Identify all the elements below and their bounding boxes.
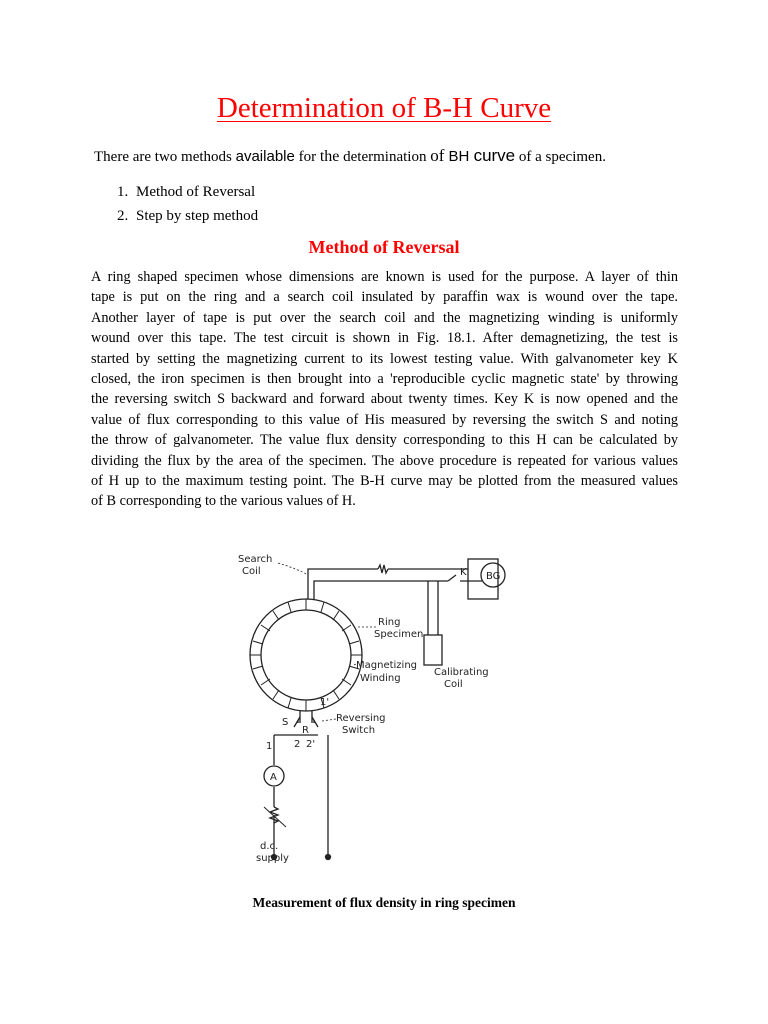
reversing-label: Switch bbox=[342, 725, 376, 736]
calibrating-coil bbox=[424, 635, 442, 665]
section-heading: Method of Reversal bbox=[308, 237, 460, 257]
supply-label: supply bbox=[256, 853, 289, 864]
terminal-label: 2 bbox=[294, 739, 301, 750]
ring-inner bbox=[261, 610, 351, 700]
body-line: Another layer of tape is put over the search coil and the magnetizing winding is uniformly bbox=[91, 309, 678, 326]
body-line: value of flux corresponding to this value of His measured by reversing the switch S and noting bbox=[91, 411, 678, 428]
resistor bbox=[378, 565, 388, 573]
terminal-label: 2' bbox=[306, 739, 316, 750]
list-item bbox=[117, 204, 258, 228]
list-number: 1. bbox=[117, 184, 129, 200]
ring-specimen-label: Specimen bbox=[374, 629, 424, 640]
circuit-diagram bbox=[228, 545, 518, 880]
list-label: Step by step method bbox=[136, 208, 259, 224]
calibrating-leads bbox=[428, 581, 438, 635]
body-line: of B corresponding to the various values of H. bbox=[91, 493, 356, 510]
body-line: dividing the flux by the area of the specimen. The above procedure is repeated for various values bbox=[91, 452, 678, 469]
calibrating-label: Calibrating bbox=[434, 667, 489, 678]
list-number: 2. bbox=[117, 208, 129, 224]
ring-outer bbox=[250, 599, 362, 711]
intro-text-3: for bbox=[294, 149, 320, 165]
body-line: A ring shaped specimen whose dimensions are known is used for the purpose. A layer of thin bbox=[91, 269, 678, 285]
switch-leader bbox=[322, 719, 336, 721]
intro-text-7: BH bbox=[444, 148, 474, 165]
search-coil-label: Search bbox=[238, 554, 273, 565]
a-label: A bbox=[270, 772, 277, 783]
methods-list bbox=[117, 180, 258, 228]
winding-leads bbox=[300, 711, 312, 723]
magnetizing-label: Magnetizing bbox=[356, 660, 418, 671]
body-line: wound over this tape. The test circuit is shown in Fig. 18.1. After demagnetizing, the test is bbox=[91, 330, 678, 347]
bg-label: BG bbox=[486, 571, 501, 582]
figure-caption: Measurement of flux density in ring specimen bbox=[252, 895, 516, 910]
body-line: started by setting the magnetizing current to its lowest testing value. With galvanometer key K bbox=[91, 350, 678, 367]
supply-terminal-right bbox=[326, 855, 331, 860]
body-paragraph bbox=[91, 267, 678, 512]
search-coil-lead-top bbox=[308, 569, 468, 599]
intro-text-4: the bbox=[319, 148, 340, 165]
s-label: S bbox=[282, 717, 289, 728]
intro-text-8: curve bbox=[473, 146, 516, 165]
list-item bbox=[117, 180, 258, 204]
intro-text-1: There are two methods bbox=[94, 149, 236, 165]
list-label: Method of Reversal bbox=[136, 184, 256, 200]
body-line: closed, the iron specimen is then brought into a 'reproducible cyclic magnetic state' by throwing bbox=[91, 371, 678, 388]
search-coil-label: Coil bbox=[242, 566, 261, 577]
magnetizing-label: Winding bbox=[360, 673, 401, 684]
body-line: the reversing switch S backward and forward about twenty times. Key K is now opened and the bbox=[91, 391, 678, 408]
ring-specimen-label: Ring bbox=[378, 617, 401, 628]
intro-text-6: of bbox=[430, 146, 445, 165]
intro-paragraph bbox=[94, 146, 606, 166]
intro-text-2: available bbox=[235, 148, 295, 165]
page-title: Determination of B-H Curve bbox=[216, 92, 552, 124]
calibrating-label: Coil bbox=[444, 679, 463, 690]
r-label: R bbox=[302, 725, 309, 736]
intro-text-9: of a specimen. bbox=[515, 149, 606, 165]
search-coil-leader bbox=[278, 563, 308, 575]
terminal-label: 1' bbox=[320, 697, 330, 708]
circuit-figure bbox=[228, 545, 518, 880]
supply-label: d.c. bbox=[260, 841, 279, 852]
intro-text-5: determination bbox=[339, 149, 431, 165]
supply-right-wire bbox=[274, 735, 328, 855]
k-label: K bbox=[460, 567, 467, 578]
body-line: the throw of galvanometer. The value flux density corresponding to this H can be calculated by bbox=[91, 432, 678, 449]
body-line: tape is put on the ring and a search coil insulated by paraffin wax is wound over the tape. bbox=[91, 289, 678, 306]
terminal-label: 1 bbox=[266, 741, 273, 752]
reversing-label: Reversing bbox=[336, 713, 386, 724]
body-line: of H up to the maximum testing point. The B-H curve may be plotted from the measured values bbox=[91, 473, 678, 490]
